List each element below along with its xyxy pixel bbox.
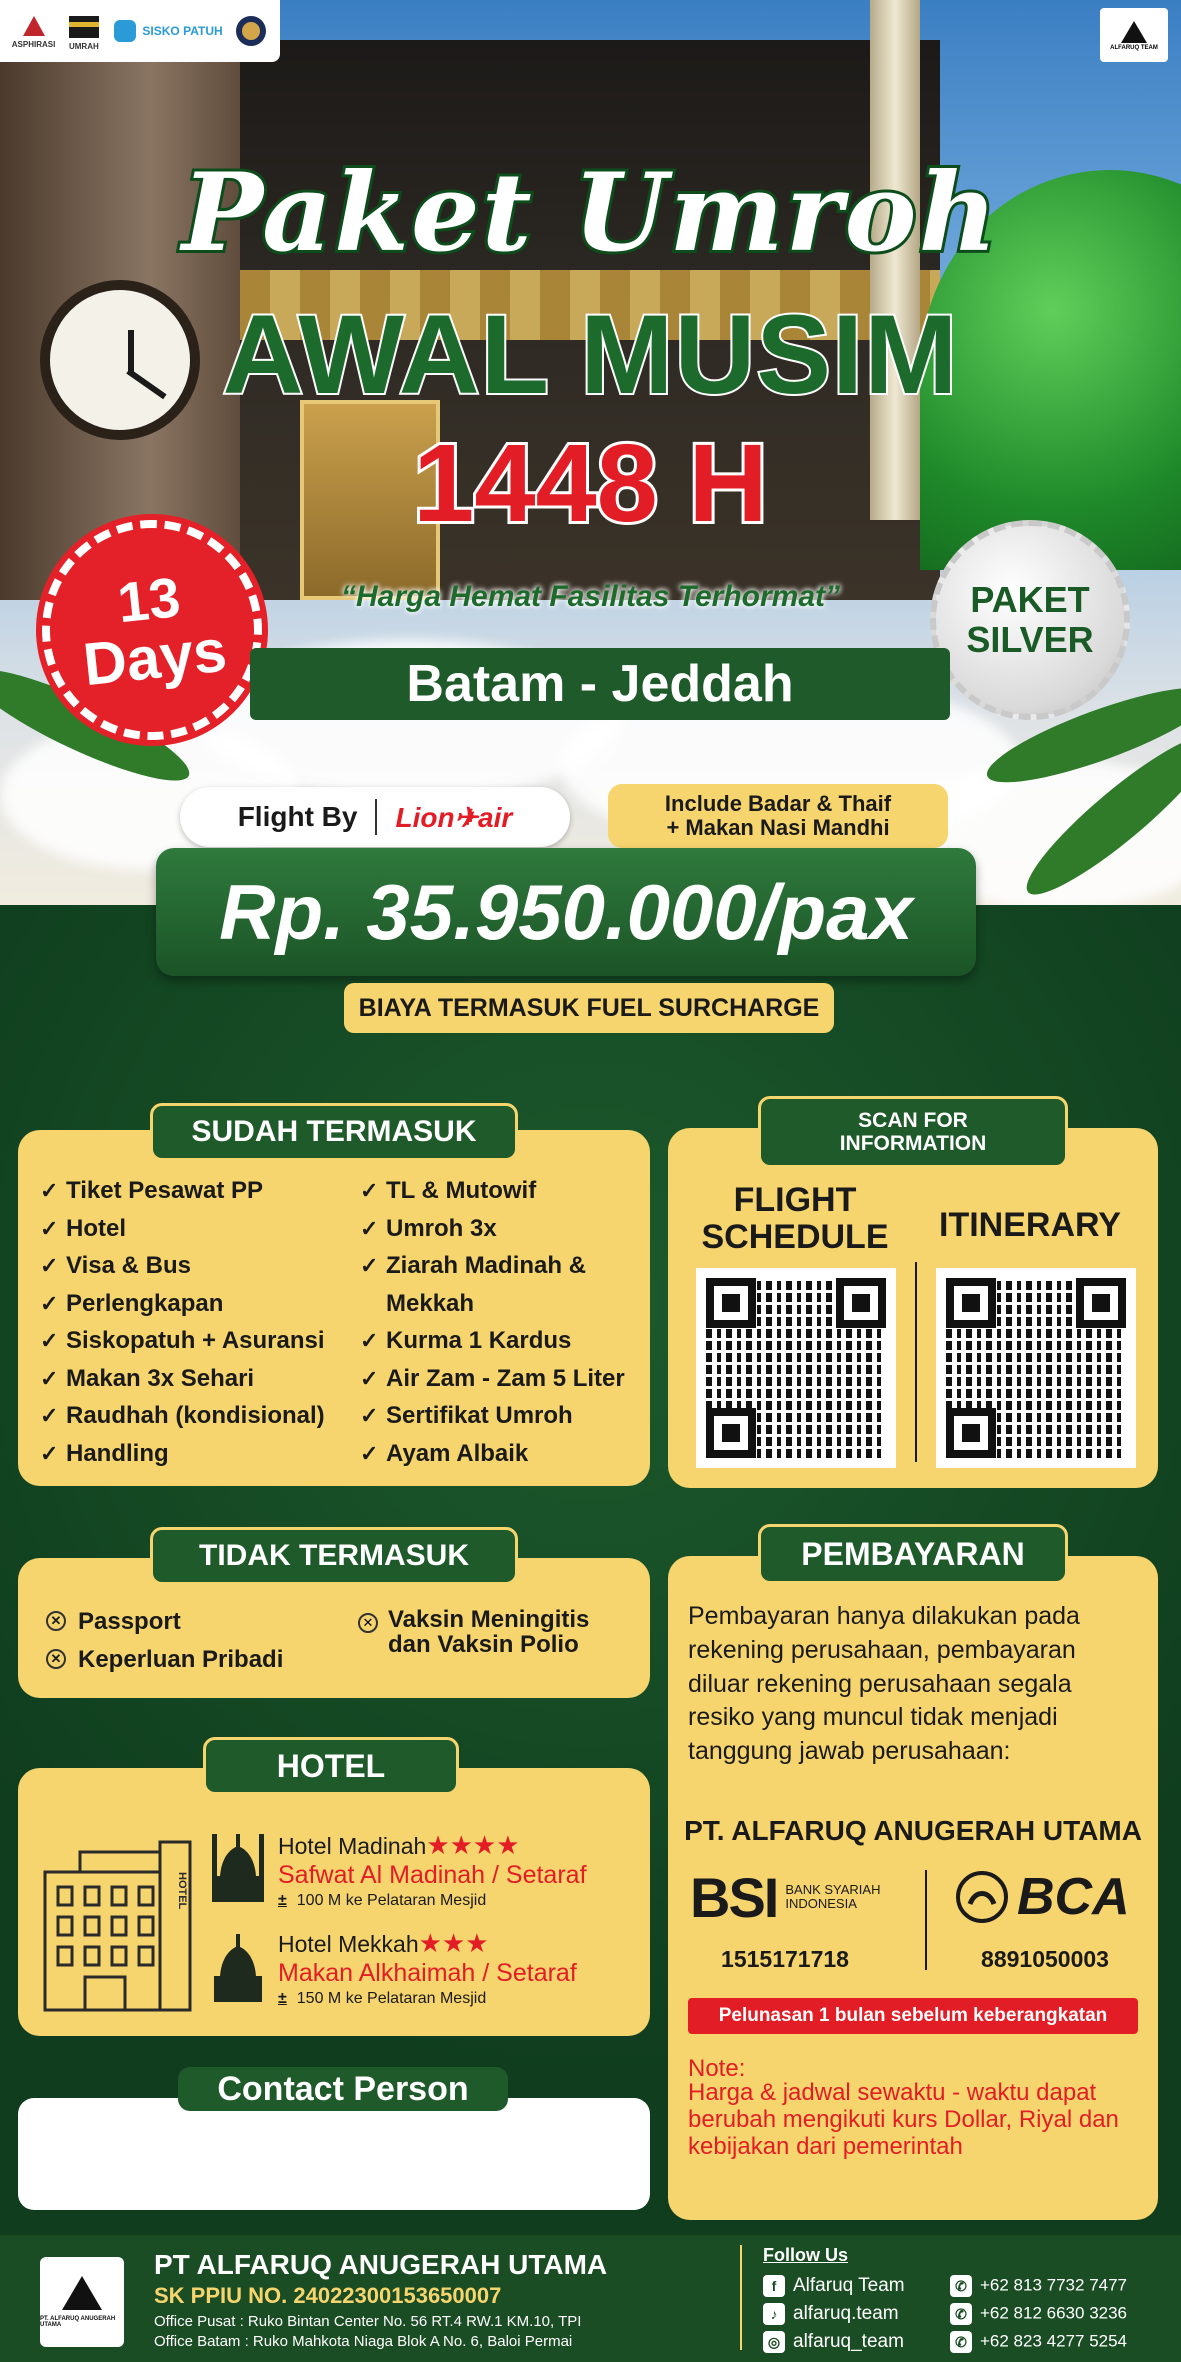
note-body: Harga & jadwal sewaktu - waktu dapat berubah mengikuti kurs Dollar, Riyal dan kebijakan dari pemerintah — [688, 2079, 1119, 2160]
footer — [0, 2235, 1181, 2362]
contact-person-box — [18, 2098, 650, 2210]
price-box — [156, 848, 976, 976]
mekkah-rating-stars: ★★★ — [418, 1928, 489, 1958]
facebook-icon: f — [763, 2275, 785, 2297]
hotel-mekkah-distance: 150 M ke Pelataran Mesjid — [296, 1989, 487, 2007]
package-badge — [930, 520, 1130, 720]
company-logo: PT. ALFARUQ ANUGERAH UTAMA — [40, 2257, 124, 2347]
madinah-rating-stars: ★★★★ — [426, 1830, 520, 1860]
alfaruq-team-logo: ALFARUQ TEAM — [1100, 8, 1168, 62]
partner-logos — [0, 0, 280, 62]
government-seal-icon — [234, 14, 268, 48]
asphirasi-logo: ASPHIRASI — [12, 14, 56, 49]
surcharge-badge — [344, 983, 834, 1033]
surcharge-text: BIAYA TERMASUK FUEL SURCHARGE — [358, 993, 820, 1022]
list-item: ✓ TL & Mutowif — [360, 1177, 537, 1204]
route-text: Batam - Jeddah — [406, 655, 794, 713]
hotel-madinah-label: Hotel Madinah — [278, 1833, 427, 1859]
phone-icon: ✆ — [950, 2275, 972, 2297]
hotel-mekkah-block: Hotel Mekkah★★★ Makan Alkhaimah / Setaraf ± 150 M ke Pelataran Mesjid — [278, 1928, 648, 2008]
excluded-list — [46, 1603, 366, 1678]
scan-divider — [915, 1262, 917, 1462]
bsi-logo: BSI BANK SYARIAH INDONESIA — [690, 1865, 881, 1929]
instagram-link[interactable]: ◎ alfaruq_team — [763, 2331, 904, 2353]
list-item: ✕ Keperluan Pribadi — [46, 1641, 366, 1679]
payment-title: PEMBAYARAN — [801, 1535, 1025, 1572]
excluded-title-badge — [150, 1527, 518, 1585]
list-item: ✓ Air Zam - Zam 5 Liter — [360, 1364, 625, 1392]
tiktok-link[interactable]: ♪ alfaruq.team — [763, 2303, 899, 2325]
lion-air-logo: Lion✈air — [395, 801, 513, 833]
days-label: Days — [80, 616, 230, 699]
list-item: Mekkah — [386, 1289, 475, 1317]
days-number: 13 — [114, 565, 184, 635]
flight-schedule-label: FLIGHT SCHEDULE — [701, 1181, 889, 1257]
hotel-title-badge — [203, 1737, 459, 1795]
phone-link-2[interactable]: ✆ +62 812 6630 3236 — [950, 2303, 1127, 2325]
price-amount: Rp. 35.950.000/pax — [219, 867, 913, 956]
list-item: ✓ Kurma 1 Kardus — [360, 1327, 572, 1354]
contact-label-badge — [178, 2067, 508, 2111]
list-item: ✓ Handling — [40, 1439, 169, 1467]
phone-icon: ✆ — [950, 2331, 972, 2353]
scan-title-badge — [758, 1096, 1068, 1168]
list-item: ✓ Tiket Pesawat PP — [40, 1177, 263, 1204]
settlement-banner: Pelunasan 1 bulan sebelum keberangkatan — [688, 1998, 1138, 2034]
itinerary-qr-code[interactable] — [936, 1268, 1136, 1468]
include-line2: + Makan Nasi Mandhi — [666, 815, 890, 840]
bca-logo: BCA — [955, 1866, 1145, 1928]
hotel-building-icon — [40, 1832, 200, 2012]
phone-icon: ✆ — [950, 2303, 972, 2325]
included-list-left — [40, 1172, 360, 1472]
excluded-vaccine: ✕ Vaksin Meningitis dan Vaksin Polio — [358, 1607, 648, 1657]
hotel-madinah-distance: 100 M ke Pelataran Mesjid — [296, 1891, 487, 1909]
footer-company: PT ALFARUQ ANUGERAH UTAMA — [154, 2249, 608, 2280]
package-line2: SILVER — [966, 619, 1094, 660]
hotel-title: HOTEL — [276, 1747, 386, 1784]
list-item: ✓ Sertifikat Umroh — [360, 1402, 573, 1429]
flight-schedule-qr-code[interactable] — [696, 1268, 896, 1468]
note-title: Note: — [688, 2055, 746, 2082]
footer-divider — [740, 2245, 742, 2350]
list-item: ✓ Siskopatuh + Asuransi — [40, 1327, 325, 1354]
footer-office-batam: Office Batam : Ruko Mahkota Niaga Blok A No. 6, Baloi Permai — [154, 2333, 573, 2350]
list-item: ✕ Passport — [46, 1603, 366, 1641]
bsi-account-number: 1515171718 — [721, 1946, 849, 1972]
list-item: ✓ Makan 3x Sehari — [40, 1364, 255, 1392]
itinerary-label: ITINERARY — [939, 1206, 1121, 1244]
list-item: ✓ Visa & Bus — [40, 1252, 191, 1279]
flight-by-pill — [180, 787, 570, 847]
hotel-mekkah-label: Hotel Mekkah — [278, 1931, 419, 1957]
follow-us-label: Follow Us — [763, 2245, 848, 2265]
list-item: ✓ Ziarah Madinah & — [360, 1252, 587, 1279]
tagline: “Harga Hemat Fasilitas Terhormat” — [340, 580, 841, 613]
included-list-right — [360, 1172, 645, 1472]
main-title: AWAL MUSIM — [222, 292, 959, 417]
list-item: ✓ Umroh 3x — [360, 1214, 497, 1242]
bca-account-number: 8891050003 — [981, 1946, 1109, 1972]
include-pill — [608, 784, 948, 848]
included-title: SUDAH TERMASUK — [191, 1115, 477, 1148]
list-item: ✓ Perlengkapan — [40, 1289, 224, 1317]
payment-title-badge — [758, 1524, 1068, 1584]
mosque-mekkah-icon — [208, 1928, 268, 2004]
script-title: Paket Umroh — [181, 150, 1000, 276]
hotel-madinah-block: Hotel Madinah★★★★ Safwat Al Madinah / Setaraf ± 100 M ke Pelataran Mesjid — [278, 1830, 648, 1910]
phone-link-1[interactable]: ✆ +62 813 7732 7477 — [950, 2275, 1127, 2297]
tiktok-icon: ♪ — [763, 2303, 785, 2325]
mosque-madinah-icon — [208, 1826, 268, 1904]
footer-license: SK PPIU NO. 24022300153650007 — [154, 2283, 502, 2308]
footer-office-pusat: Office Pusat : Ruko Bintan Center No. 56 RT.4 RW.1 KM.10, TPI — [154, 2313, 582, 2330]
list-item: ✓ Ayam Albaik — [360, 1439, 529, 1467]
list-item: ✓ Raudhah (kondisional) — [40, 1402, 325, 1429]
hotel-sign: HOTEL — [176, 1872, 188, 1910]
instagram-icon: ◎ — [763, 2331, 785, 2353]
hotel-mekkah-name: Makan Alkhaimah / Setaraf — [278, 1959, 577, 1987]
payment-company: PT. ALFARUQ ANUGERAH UTAMA — [684, 1815, 1142, 1846]
include-line1: Include Badar & Thaif — [664, 790, 892, 816]
excluded-title: TIDAK TERMASUK — [199, 1539, 469, 1572]
facebook-link[interactable]: f Alfaruq Team — [763, 2275, 905, 2297]
hotel-madinah-name: Safwat Al Madinah / Setaraf — [278, 1861, 587, 1889]
route-bar — [250, 648, 950, 720]
package-line1: PAKET — [970, 579, 1090, 621]
siskopatuh-logo: SISKO PATUH — [112, 18, 222, 44]
payment-body: Pembayaran hanya dilakukan pada rekening perusahaan, pembayaran diluar rekening perusahaan segala resiko yang muncul tidak menjadi tanggung jawab perusahaan: — [688, 1602, 1080, 1765]
flight-by-label: Flight By — [237, 801, 358, 832]
scan-title-line2: INFORMATION — [839, 1132, 987, 1155]
contact-label: Contact Person — [217, 2069, 469, 2108]
phone-link-3[interactable]: ✆ +62 823 4277 5254 — [950, 2331, 1127, 2353]
divider — [375, 799, 377, 835]
umrah-logo: UMRAH — [67, 12, 101, 51]
scan-title-line1: SCAN FOR — [858, 1108, 968, 1132]
list-item: ✓ Hotel — [40, 1214, 126, 1242]
bank-divider — [925, 1870, 927, 1970]
year-title: 1448 H — [413, 422, 768, 545]
included-title-badge — [150, 1103, 518, 1161]
